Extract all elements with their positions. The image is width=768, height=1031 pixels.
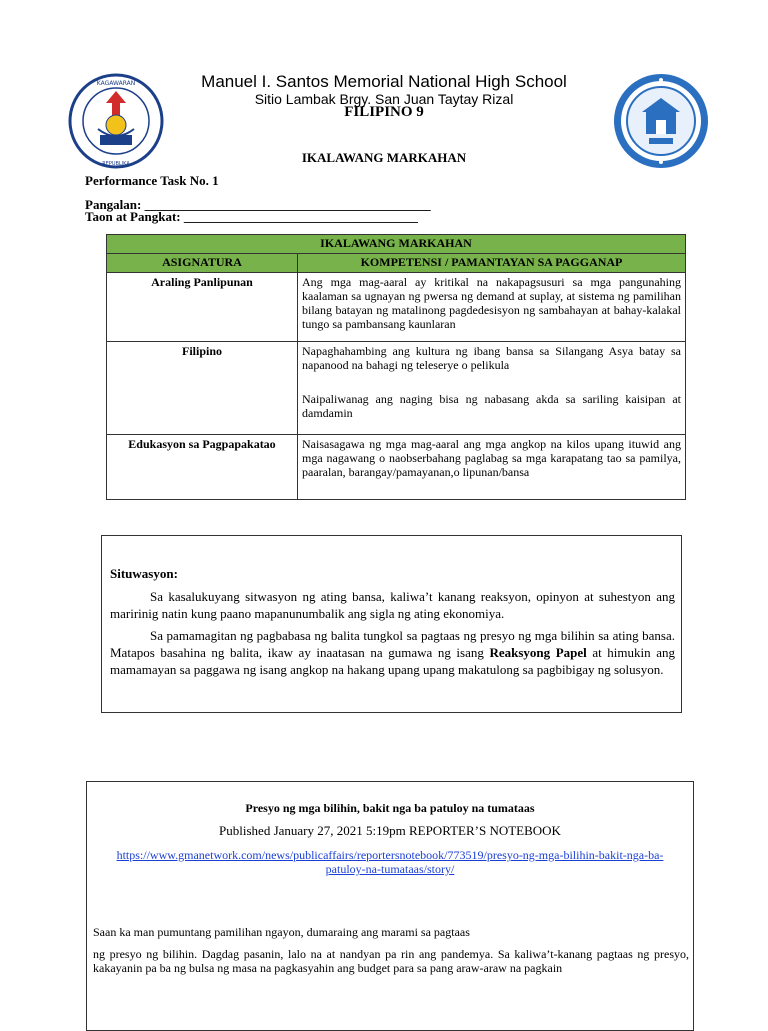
school-address: Sitio Lambak Brgy. San Juan Taytay Rizal: [254, 91, 514, 107]
subject-cell: Araling Panlipunan: [107, 273, 298, 342]
spacer: [302, 372, 681, 392]
situation-paragraph: [110, 588, 675, 622]
article-paragraph: Saan ka man pumuntang pamilihan ngayon, dumaraing ang marami sa pagtaas: [93, 925, 470, 939]
situation-text: Sa kasalukuyang sitwasyon ng ating bansa, kaliwa’t kanang reaksyon, opinyon at suhestyon ang maririnig natin kung paano mapanunumbalik ang sigla ng ating ekonomiya.: [110, 589, 675, 621]
svg-text:REPUBLIKA: REPUBLIKA: [102, 161, 130, 167]
article-title: Presyo ng mga bilihin, bakit nga ba patuloy na tumataas: [245, 801, 535, 815]
year-section-field[interactable]: Taon at Pangkat: ____________________________________: [85, 209, 418, 224]
school-name: Manuel I. Santos Memorial National High School: [201, 72, 567, 91]
subject-title: FILIPINO 9: [344, 104, 424, 120]
svg-text:KAGAWARAN: KAGAWARAN: [96, 80, 136, 87]
quarter-title: IKALAWANG MARKAHAN: [301, 150, 467, 165]
table-row: [107, 273, 686, 342]
situation-title: Situwasyon:: [110, 566, 178, 581]
situation-text: Sa pamamagitan ng pagbabasa ng balita tungkol sa pagtaas ng presyo ng mga bilihin sa ating bansa. Matapos basahina ng balita, ikaw ay inaatasan na gumawa ng isang: [110, 628, 675, 660]
article-paragraph: ng presyo ng bilihin. Dagdag pasanin, lalo na at nandyan pa rin ang pandemya. Sa kaliwa’t-kanang pagtaas ng presyo, kakayanin pa ba ng bulsa ng masa na pagkasyahin ang budget para sa pang araw-araw na pagkain: [93, 947, 689, 975]
situation-paragraph: [110, 627, 675, 678]
competency-table: [106, 234, 686, 500]
performance-task-label: Performance Task No. 1: [85, 173, 219, 188]
article-box: [86, 781, 694, 1031]
table-title: IKALAWANG MARKAHAN: [107, 235, 686, 254]
competency-cell: Naisasagawa ng mga mag-aaral ang mga angkop na kilos upang ituwid ang mga nagawang o naobserbahang paglabag sa mga karapatang tao sa pamilya, paaralan, barangay/pamayanan,o lipunan/bansa: [298, 435, 686, 500]
column-header-subject: ASIGNATURA: [107, 254, 298, 273]
subject-cell: Filipino: [107, 342, 298, 435]
name-field[interactable]: Pangalan: ____________________________________________: [85, 197, 431, 212]
situation-emphasis: Reaksyong Papel: [489, 645, 587, 660]
competency-cell: [298, 342, 686, 435]
column-header-competency: KOMPETENSI / PAMANTAYAN SA PAGGANAP: [298, 254, 686, 273]
situation-text: at himukin ang mamamayan sa paggawa ng isang angkop na hakang upang upang makatulong sa pagbibigay ng solusyon.: [110, 645, 675, 677]
competency-text: Napaghahambing ang kultura ng ibang bansa sa Silangang Asya batay sa napanood na bahagi ng teleserye o pelikula: [302, 344, 681, 372]
table-row: [107, 342, 686, 435]
article-published: Published January 27, 2021 5:19pm REPORTER’S NOTEBOOK: [219, 823, 561, 838]
article-link[interactable]: https://www.gmanetwork.com/news/publicaffairs/reportersnotebook/773519/presyo-ng-mga-bilihin-bakit-nga-ba-patuloy-na-tumataas/story/: [116, 848, 664, 876]
competency-cell: Ang mga mag-aaral ay kritikal na nakapagsusuri sa mga pangunahing kaalaman sa ugnayan ng pwersa ng demand at suplay, at sistema ng pamilihan bilang batayan ng matalinong pagdedesisyon ng sambahayan at bahay-kalakal tungo sa pambansang kaunlaran: [298, 273, 686, 342]
subject-cell: Edukasyon sa Pagpapakatao: [107, 435, 298, 500]
table-row: [107, 435, 686, 500]
competency-text: Naipaliwanag ang naging bisa ng nabasang akda sa sariling kaisipan at damdamin: [302, 392, 681, 420]
situation-box: [101, 535, 682, 713]
